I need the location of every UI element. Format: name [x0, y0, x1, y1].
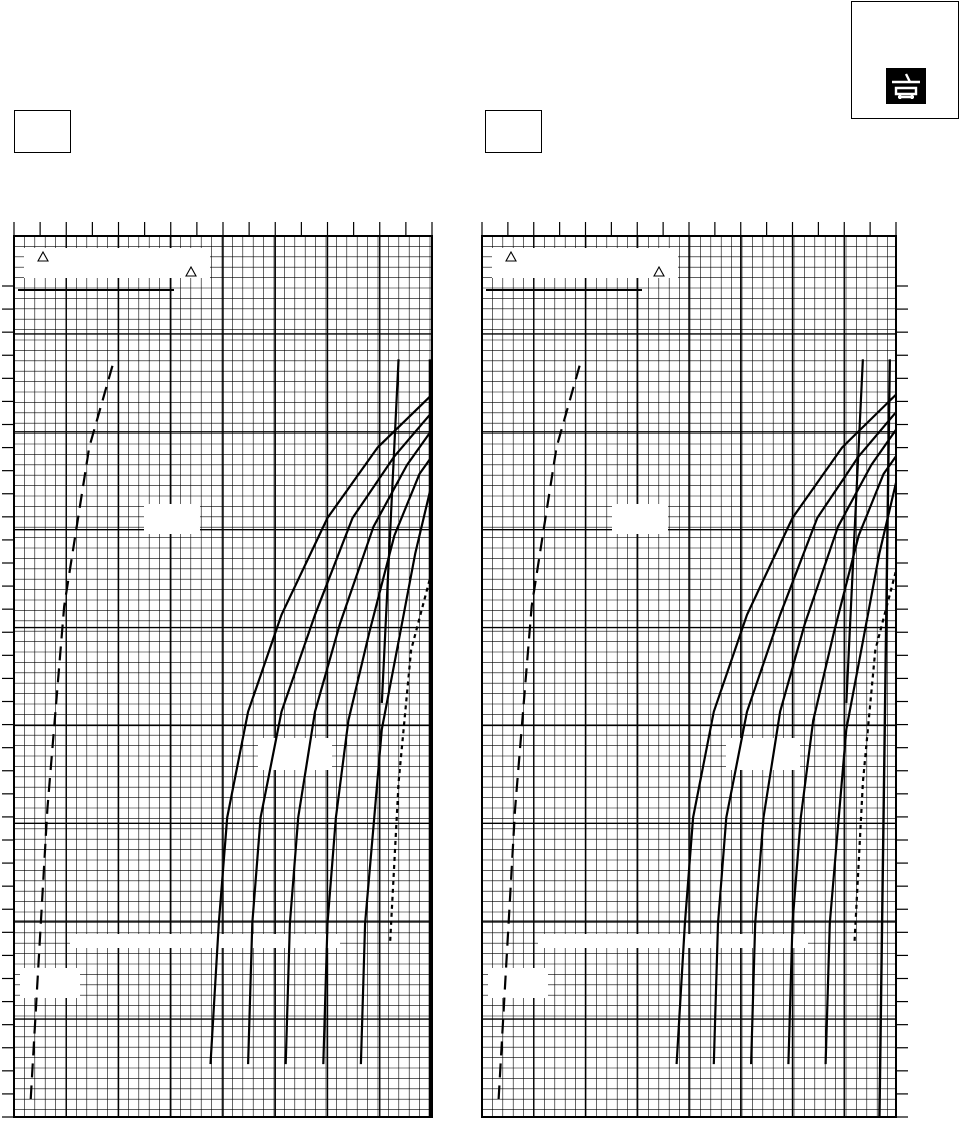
label-patch — [20, 968, 80, 998]
label-patch — [488, 968, 548, 998]
label-patch — [70, 934, 340, 948]
label-patch — [612, 504, 668, 534]
series-line-5 — [826, 483, 896, 1064]
label-patch — [258, 738, 332, 770]
label-patch — [538, 934, 808, 948]
legend-strip — [24, 248, 210, 278]
chart-panel-1 — [2, 222, 432, 1117]
series-line-1 — [677, 395, 896, 1065]
label-patch — [144, 504, 200, 534]
chart-panel-2 — [482, 222, 908, 1117]
series-line-5 — [361, 483, 432, 1064]
legend-strip — [492, 248, 678, 278]
